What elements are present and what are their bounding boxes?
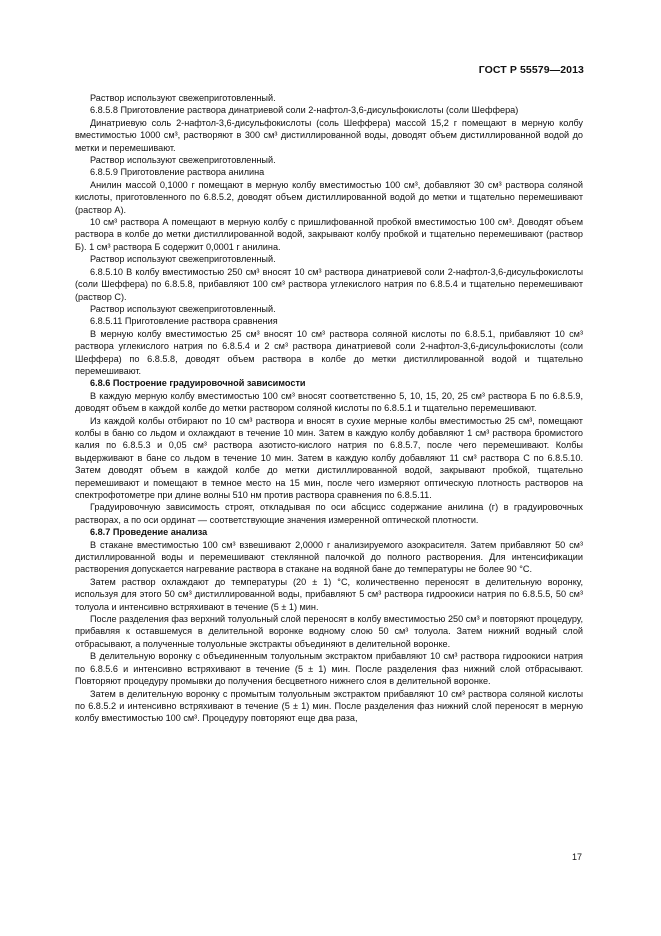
section-heading: 6.8.7 Проведение анализа <box>90 527 208 538</box>
paragraph: 6.8.5.11 Приготовление раствора сравнения <box>90 316 278 327</box>
paragraph: Раствор используют свежеприготовленный. <box>90 93 276 103</box>
page-number: 17 <box>571 852 582 862</box>
document-header: ГОСТ Р 55579—2013 <box>478 64 584 76</box>
paragraph: 6.8.5.9 Приготовление раствора анилина <box>90 167 265 178</box>
paragraph: В мерную колбу вместимостью 25 см³ вносят 10 см³ раствора соляной кислоты по 6.8.5.1, прибавляют 10 см³ раствора углекислого натрия по 6.8.5.4 и 2 см³ раствора динатриевой соли 2-нафтол-3,6-дисульфокислоты (соли Шеффера) по 6.8.5.8, доводят объем раствора в колбе до метки дистиллированной водой и тщательно перемешивают. <box>75 328 583 376</box>
paragraph: В стакане вместимостью 100 см³ взвешивают 2,0000 г анализируемого азокрасителя. Затем прибавляют 50 см³ дистиллированной воды и перемешивают стеклянной палочкой до полного растворения. Для интенсификации растворения допускается нагревание раствора в стакане на водяной бане до температуры не более 90 °С. <box>75 539 583 575</box>
paragraph: Раствор используют свежеприготовленный. <box>90 303 276 314</box>
paragraph: Затем раствор охлаждают до температуры (20 ± 1) °С, количественно переносят в делительную воронку, используя для этого 50 см³ дистиллированной воды, прибавляют 5 см³ раствора гидроокиси натрия по 6.8.5.5, 50 см³ толуола и интенсивно встряхивают в течение (5 ± 1) мин. <box>75 576 583 612</box>
paragraph: Раствор используют свежеприготовленный. <box>90 155 276 166</box>
paragraph: Из каждой колбы отбирают по 10 см³ раствора и вносят в сухие мерные колбы вместимостью 25 см³, помещают колбы в баню со льдом и охлаждают в течение 10 мин. Затем в каждую колбу добавляют 1 см³ раствора бромистого калия по 6.8.5.3 и 0,05 см³ раствора азотисто-кислого натрия по 6.8.5.7, после чего перемешивают. Колбы выдерживают в бане со льдом в течение 10 мин. Затем в каждую колбу добавляют 11 см³ раствора С по 6.8.5.10. Затем доводят объем в каждой колбе до метки дистиллированной водой, закрывают пробкой, тщательно перемешивают и помещают в темное место на 15 мин, после чего измеряют оптическую плотность растворов на спектрофотометре при длине волны 510 нм против раствора сравнения по 6.8.5.11. <box>75 415 583 500</box>
section-heading: 6.8.6 Построение градуировочной зависимости <box>90 378 306 389</box>
paragraph: 10 см³ раствора А помещают в мерную колбу с пришлифованной пробкой вместимостью 100 см³. Доводят объем раствора в колбе до метки дистиллированной водой, закрывают колбу пробкой и тщательно перемешивают (раствор Б). 1 см³ раствора Б содержит 0,0001 г анилина. <box>75 217 583 252</box>
paragraph: 6.8.5.8 Приготовление раствора динатриевой соли 2-нафтол-3,6-дисульфокислоты (соли Шеффера) <box>90 105 519 116</box>
paragraph: После разделения фаз верхний толуольный слой переносят в колбу вместимостью 250 см³ и повторяют процедуру, прибавляя к оставшемуся в делительной воронке водному слою 50 см³ толуола. Затем нижний водный слой отбрасывают, а полученные толуольные экстракты объединяют в делительной воронке. <box>75 614 583 649</box>
paragraph: Затем в делительную воронку с промытым толуольным экстрактом прибавляют 10 см³ раствора соляной кислоты по 6.8.5.2 и интенсивно встряхивают в течение (5 ± 1) мин. После разделения фаз нижний слой переносят в мерную колбу вместимостью 100 см³. Процедуру повторяют еще два раза, <box>75 688 583 724</box>
paragraph: В каждую мерную колбу вместимостью 100 см³ вносят соответственно 5, 10, 15, 20, 25 см³ раствора Б по 6.8.5.9, доводят объем в каждой колбе до метки раствором соляной кислоты по 6.8.5.1 и тщательно перемешивают. <box>75 390 583 414</box>
paragraph: Градуировочную зависимость строят, откладывая по оси абсцисс содержание анилина (г) в градуировочных растворах, а по оси ординат — соответствующие значения измеренной оптической плотности. <box>75 502 583 525</box>
document-body <box>75 92 583 725</box>
paragraph: 6.8.5.10 В колбу вместимостью 250 см³ вносят 10 см³ раствора динатриевой соли 2-нафтол-3,6-дисульфокислоты (соли Шеффера) по 6.8.5.8, прибавляют 100 см³ раствора углекислого натрия по 6.8.5.4 и тщательно перемешивают (раствор С). <box>75 266 583 302</box>
paragraph: Динатриевую соль 2-нафтол-3,6-дисульфокислоты (соль Шеффера) массой 15,2 г помещают в мерную колбу вместимостью 1000 см³, растворяют в 300 см³ дистиллированной воды, доводят объем дистиллированной водой до метки и перемешивают. <box>75 117 583 153</box>
paragraph: Анилин массой 0,1000 г помещают в мерную колбу вместимостью 100 см³, добавляют 30 см³ раствора соляной кислоты, приготовленного по 6.8.5.2, доводят объем дистиллированной водой до метки и тщательно перемешивают (раствор А). <box>75 179 583 215</box>
paragraph: Раствор используют свежеприготовленный. <box>90 254 276 265</box>
paragraph: В делительную воронку с объединенным толуольным экстрактом прибавляют 10 см³ раствора гидроокиси натрия по 6.8.5.6 и интенсивно встряхивают в течение (5 ± 1) мин. После разделения фаз нижний слой отбрасывают. Повторяют процедуру промывки до получения бесцветного нижнего слоя в делительной воронке. <box>75 651 583 687</box>
